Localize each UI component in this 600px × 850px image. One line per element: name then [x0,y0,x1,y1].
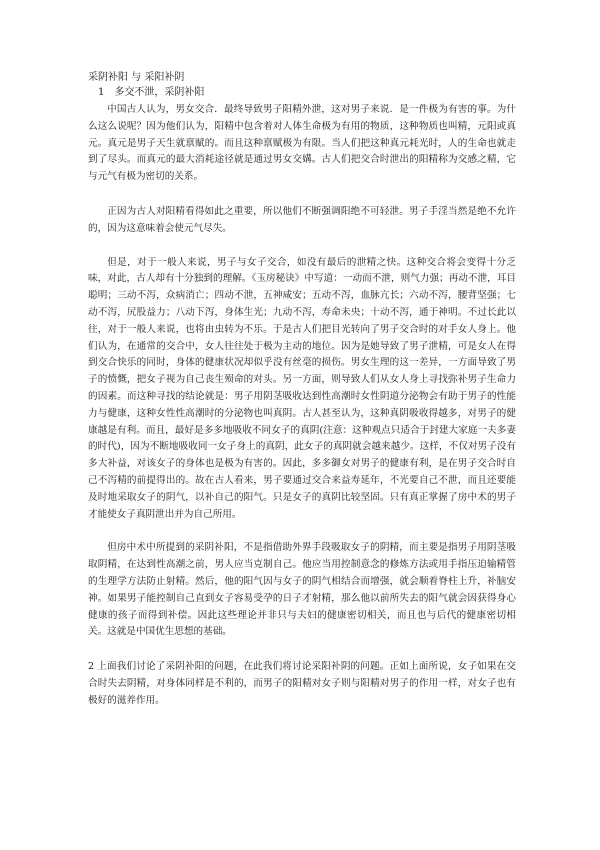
document-page [88,70,516,710]
paragraph: 2 上面我们讨论了采阴补阳的问题，在此我们将讨论采阳补阴的问题。正如上面所说，女子如果在交合时失去阴精，对身体同样是不利的，而男子的阳精对女子则与阳精对男子的作用一样，对女子也有极好的滋养作用。 [88,661,516,706]
paragraph: 但是，对于一般人来说，男子与女子交合，如没有最后的泄精之快。这种交合将会变得十分乏味，对此，古人却有十分独到的理解。《玉房秘诀》中写道：一动而不泄，则气力强；再动不泄，耳目聪明；三动不泻，众病消亡；四动不泄，五神咸安；五动不泻，血脉亢长；六动不泻，腰背坚强；七动不泻，尻股益力；八动下泻，身体生光；九动不泻，寿命未央；十动不泻，通于神明。不过长此以往，对于一般人来说，也将由虫转为不乐。于是古人们把目光转向了男子交合时的对手女人身上。他们认为，在通常的交合中，女人往往处于极为主动的地位。因为是她导致了男子泄精，可是女人在得到交合快乐的同时，身体的健康状况却似乎没有丝毫的损伤。男女生理的这一差异，一方面导致了男子的愤慨，把女子视为自己丧生殒命的对头。另一方面，则导致人们从女人身上寻找弥补男子生命力的因素。而这种寻找的结论就是：男子用阴茎吸收达到性高潮时女性阴道分泌物会有助于男子的性能力与健康，这种女性性高潮时的分泌物也叫真阴。古人甚至认为，这种真阴吸收得越多，对男子的健康越是有利。而且，最好是多多地吸收不同女子的真阴(注意：这种观点只适合于封建大家庭一夫多妻的时代)，因为不断地吸收同一女子身上的真阴，此女子的真阴就会越来越少。这样，不仅对男子没有多大补益，对该女子的身体也是极为有害的。因此，多多御女对男子的健康有利，是在男子交合时自己不泻精的前提得出的。故在古人看来，男子要通过交合来益寿延年，不光要自己不泄，而且还要能及时地采取女子的阴气，以补自己的阳气。只是女子的真阴比较坚固。只有真正掌握了房中术的男子才能使女子真阴泄出并为自己所用。 [88,256,516,520]
paragraph: 但房中术中所提到的采阴补阳，不是指借助外界手段吸取女子的阴精，而主要是指男子用阴茎吸取阴精，在达到性高潮之前，男人应当克制自己。他应当用控制意念的修炼方法或用手指压迫输精管的生理学方法防止射精。然后，他的阳气因与女子的阴气相结合而增强，就会顺着脊柱上升，补脑安神。如果男子能控制自己直到女子容易受孕的日子才射精，那么他以前所失去的阳气就会因获得身心健康的孩子而得到补偿。因此这些理论并非只与夫妇的健康密切相关，而且也与后代的健康密切相关。这就是中国优生思想的基础。 [88,542,516,638]
document-title: 采阴补阳 与 采阳补阴 [88,72,185,83]
paragraph: 正因为古人对阳精看得如此之重要，所以他们不断强调阳绝不可轻泄。男子手淫当然是绝不允许的，因为这意味着会使元气尽失。 [88,205,516,234]
paragraph: 中国古人认为，男女交合．最终导致男子阳精外泄，这对男子来说．是一件极为有害的事。为什么这么说呢？因为他们认为，阳精中包含着对人体生命极为有用的物质，这种物质也叫精，元阳或真元。真元是男子天生就禀赋的。而且这种禀赋极为有限。当人们把这种真元耗光时，人的生命也就走到了尽头。而真元的最大消耗途径就是通过男女交媾。古人们把交合时泄出的阳精称为交感之精，它与元气有极为密切的关系。 [88,104,516,183]
section-heading: 1 多交不泄，采阴补阳 [98,87,205,98]
